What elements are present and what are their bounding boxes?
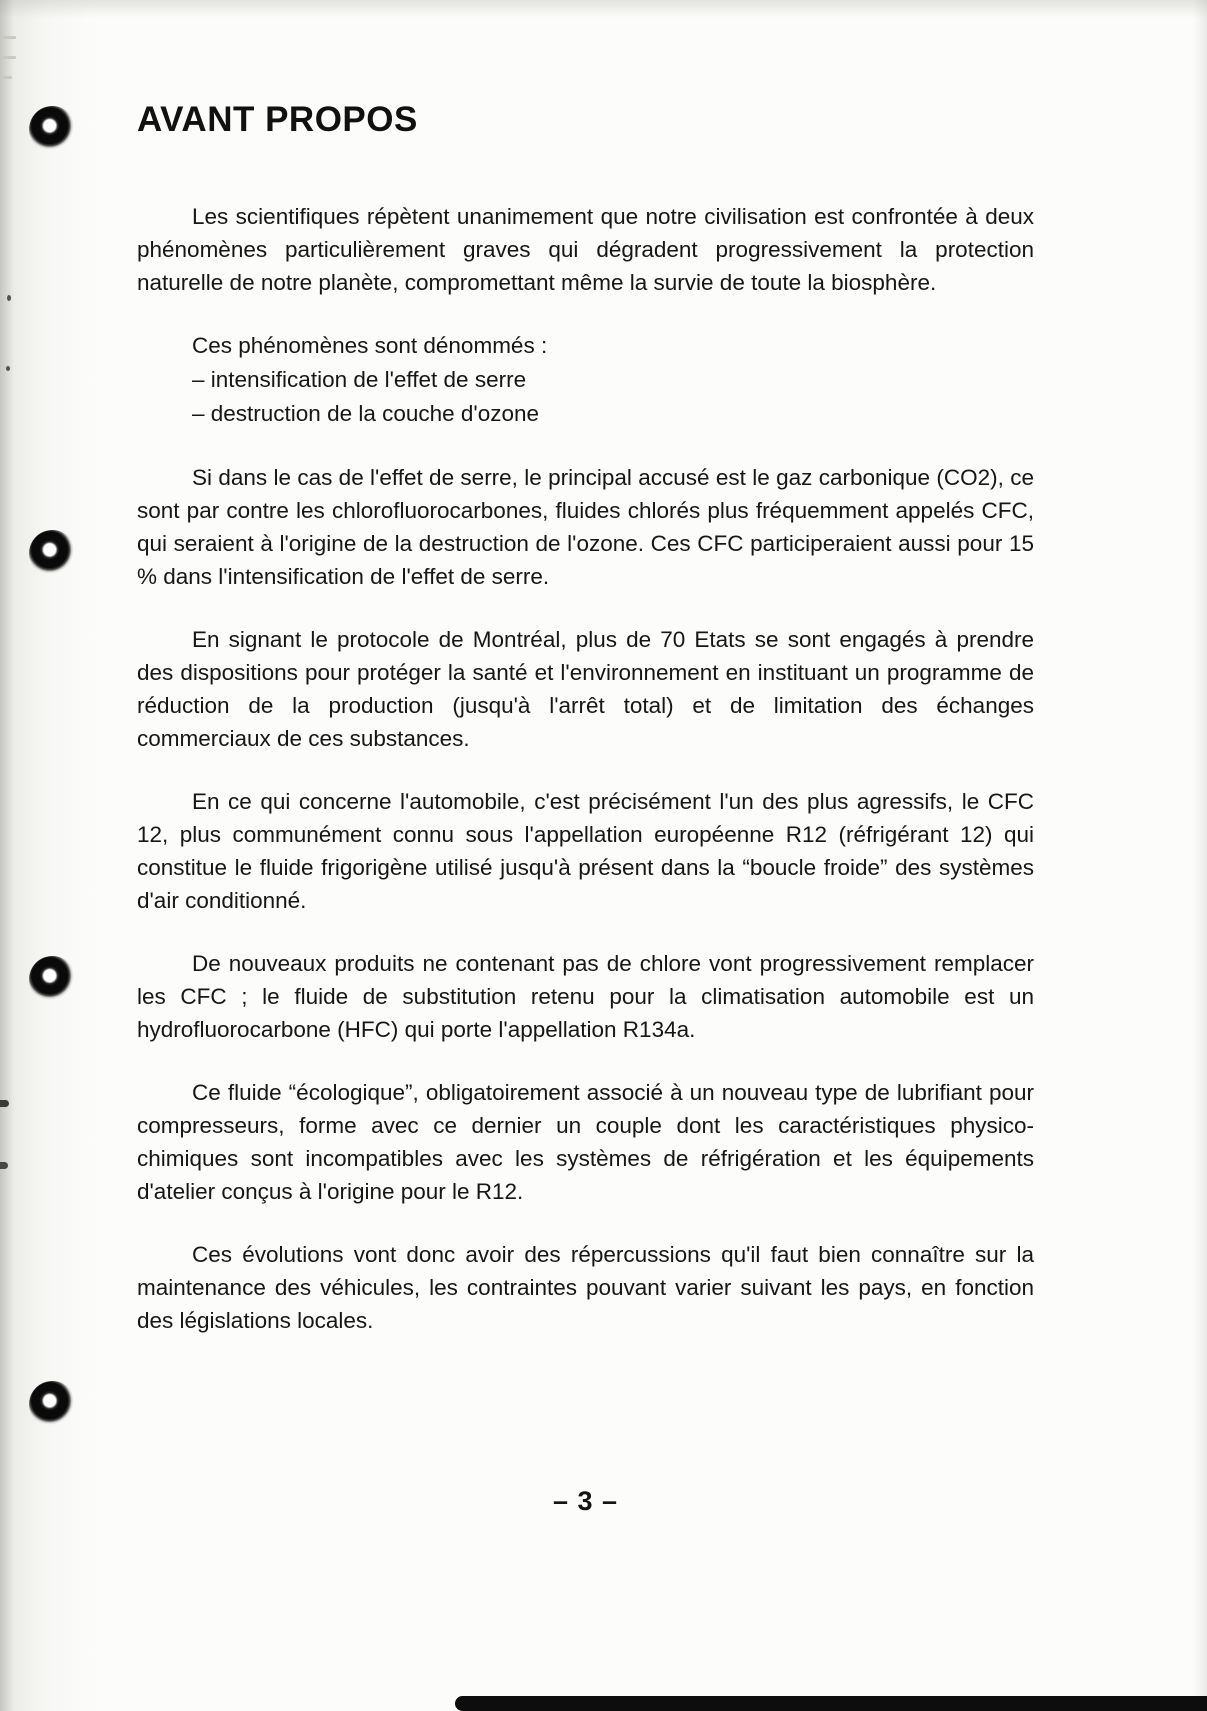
scan-edge-left xyxy=(0,0,95,1711)
phenomena-list xyxy=(137,329,1034,431)
list-item-2: – destruction de la couche d'ozone xyxy=(192,401,540,426)
scan-edge-top xyxy=(0,0,1207,18)
scan-artifact xyxy=(0,1100,9,1107)
scan-artifact xyxy=(6,366,10,371)
scan-artifact xyxy=(0,76,12,79)
scan-artifact xyxy=(0,1162,8,1169)
punch-hole-1 xyxy=(29,106,76,153)
paragraph-4: En ce qui concerne l'automobile, c'est précisément l'un des plus agressifs, le CFC 12, plus communément connu sous l'appellation européenne R12 (réfrigérant 12) qui constitue le fluide frigorigène utilisé jusqu'à présent dans la “boucle froide” des systèmes d'air conditionné. xyxy=(137,789,1034,913)
list-item-1: – intensification de l'effet de serre xyxy=(192,367,527,392)
scan-artifact xyxy=(0,36,16,39)
scan-artifact-bottom-bar xyxy=(455,1696,1207,1711)
punch-hole-4 xyxy=(29,1381,76,1428)
scan-edge-right xyxy=(1193,0,1207,1711)
scan-artifact xyxy=(7,295,11,301)
punch-hole-3 xyxy=(29,956,76,1003)
punch-hole-2 xyxy=(29,530,76,577)
paragraph-3: En signant le protocole de Montréal, plus de 70 Etats se sont engagés à prendre des dispositions pour protéger la santé et l'environnement en instituant un programme de réduction de la production (jusqu'à l'arrêt total) et de limitation des échanges commerciaux de ces substances. xyxy=(137,627,1034,751)
paragraph-2: Si dans le cas de l'effet de serre, le principal accusé est le gaz carbonique (CO2), ce sont par contre les chlorofluorocarbones, fluides chlorés plus fréquemment appelés CFC, qui seraient à l'origine de la destruction de l'ozone. Ces CFC participeraient aussi pour 15 % dans l'intensification de l'effet de serre. xyxy=(137,465,1034,589)
page-number: – 3 – xyxy=(552,1486,619,1516)
paragraph-7: Ces évolutions vont donc avoir des répercussions qu'il faut bien connaître sur la maintenance des véhicules, les contraintes pouvant varier suivant les pays, en fonction des législations locales. xyxy=(137,1242,1034,1333)
paragraph-5: De nouveaux produits ne contenant pas de chlore vont progressivement remplacer les CFC ; le fluide de substitution retenu pour la climatisation automobile est un hydrofluorocarbone (HFC) qui porte l'appellation R134a. xyxy=(137,951,1034,1042)
document-content xyxy=(137,100,1034,1367)
paragraph-6: Ce fluide “écologique”, obligatoirement associé à un nouveau type de lubrifiant pour compresseurs, forme avec ce dernier un couple dont les caractéristiques physico-chimiques sont incompatibles avec les systèmes de réfrigération et les équipements d'atelier conçus à l'origine pour le R12. xyxy=(137,1080,1034,1204)
list-intro: Ces phénomènes sont dénommés : xyxy=(192,333,548,358)
scan-artifact xyxy=(0,56,16,59)
paragraph-1: Les scientifiques répètent unanimement que notre civilisation est confrontée à deux phénomènes particulièrement graves qui dégradent progressivement la protection naturelle de notre planète, compromettant même la survie de toute la biosphère. xyxy=(137,204,1034,295)
page-title: AVANT PROPOS xyxy=(137,100,418,139)
